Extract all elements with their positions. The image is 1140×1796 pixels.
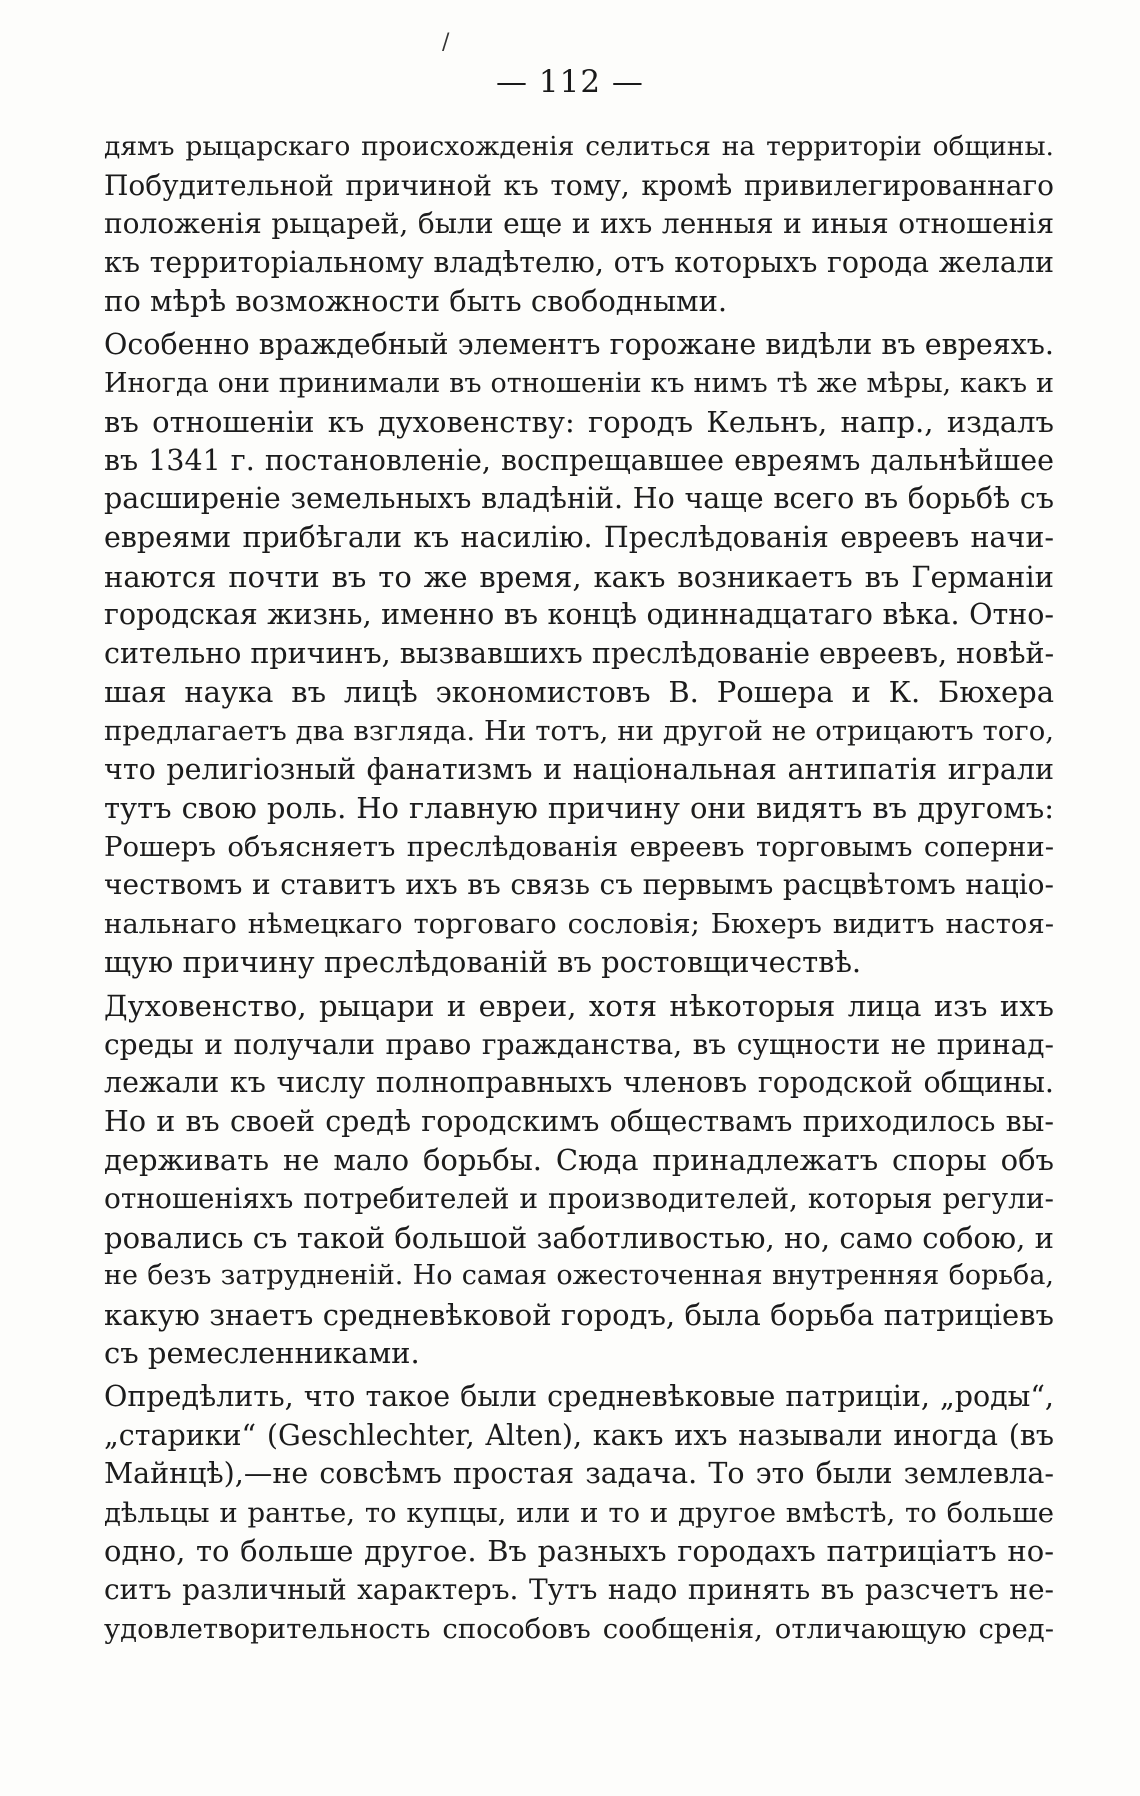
text-line: наются почти въ то же время, какъ возникаетъ въ Германіи (104, 559, 1054, 594)
text-line: съ ремесленниками. (104, 1336, 420, 1371)
text-line: въ отношеніи къ духовенству: городъ Кельнъ, напр., издалъ (104, 405, 1054, 440)
text-line: удовлетворительность способовъ сообщенія, отличающую сред- (104, 1612, 1054, 1645)
text-line: Духовенство, рыцари и евреи, хотя нѣкоторыя лица изъ ихъ (104, 989, 1054, 1024)
text-line: къ территоріальному владѣтелю, отъ которыхъ города желали (104, 245, 1054, 279)
text-line: Майнцѣ),—не совсѣмъ простая задача. То это были землевла- (104, 1457, 1054, 1491)
text-line: Но и въ своей средѣ городскимъ обществамъ приходилось вы- (104, 1104, 1054, 1138)
text-line: чествомъ и ставитъ ихъ въ связь съ первымъ расцвѣтомъ націо- (104, 868, 1054, 902)
text-line: лежали къ числу полноправныхъ членовъ городской общины. (104, 1066, 1054, 1100)
paragraph (104, 1378, 1054, 1648)
paragraph (104, 128, 1054, 321)
text-line: евреями прибѣгали къ насилію. Преслѣдованія евреевъ начи- (104, 520, 1054, 554)
text-line: дѣльцы и рантье, то купцы, или и то и другое вмѣстѣ, то больше (104, 1496, 1054, 1529)
paragraph (104, 326, 1054, 982)
text-line: Иногда они принимали въ отношеніи къ нимъ тѣ же мѣры, какъ и (104, 367, 1054, 399)
text-line: городская жизнь, именно въ концѣ одиннадцатаго вѣка. Отно- (104, 598, 1054, 632)
pencil-mark: / (442, 30, 450, 55)
text-line: ровались съ такой большой заботливостью, но, само собою, и (104, 1220, 1054, 1255)
text-line: дямъ рыцарскаго происхожденія селиться на территоріи общины. (104, 131, 1054, 162)
text-line: отношеніяхъ потребителей и производителей, которыя регули- (104, 1182, 1054, 1216)
body-text (104, 128, 1054, 1653)
text-line: Побудительной причиной къ тому, кромѣ привилегированнаго (104, 168, 1054, 202)
text-line: нальнаго нѣмецкаго торговаго сословія; Бюхеръ видитъ настоя- (104, 907, 1054, 940)
text-line: положенія рыцарей, были еще и ихъ ленныя и иныя отношенія (104, 207, 1054, 241)
text-line: тутъ свою роль. Но главную причину они видятъ въ другомъ: (104, 791, 1054, 826)
text-line: предлагаетъ два взгляда. Ни тотъ, ни другой не отрицаютъ того, (104, 714, 1054, 747)
text-line: какую знаетъ средневѣковой городъ, была борьба патриціевъ (104, 1297, 1054, 1332)
text-line: въ 1341 г. постановленіе, воспрещавшее евреямъ дальнѣйшее (104, 443, 1054, 477)
paragraph (104, 987, 1054, 1373)
text-line: Рошеръ объясняетъ преслѣдованія евреевъ торговымъ соперни- (104, 830, 1054, 863)
text-line: ситъ различный характеръ. Тутъ надо принять въ разсчетъ не- (104, 1572, 1054, 1606)
text-line: щую причину преслѣдованій въ ростовщичествѣ. (104, 945, 862, 980)
text-line: расширеніе земельныхъ владѣній. Но чаще всего въ борьбѣ съ (104, 482, 1054, 516)
text-line: сительно причинъ, вызвавшихъ преслѣдованіе евреевъ, новѣй- (104, 636, 1055, 670)
text-line: Особенно враждебный элементъ горожане видѣли въ евреяхъ. (104, 327, 1054, 361)
text-line: Опредѣлить, что такое были средневѣковые патриціи, „роды“, (104, 1380, 1054, 1413)
text-line: „старики“ (Geschlechter, Alten), какъ ихъ называли иногда (въ (104, 1418, 1054, 1452)
text-line: одно, то больше другое. Въ разныхъ городахъ патриціатъ но- (104, 1534, 1054, 1569)
text-line: шая наука въ лицѣ экономистовъ В. Рошера и К. Бюхера (104, 675, 1054, 710)
text-line: что религіозный фанатизмъ и національная антипатія играли (104, 752, 1054, 786)
page-number: — 112 — (496, 64, 644, 100)
text-line: среды и получали право гражданства, въ сущности не принад- (104, 1027, 1054, 1061)
text-line: не безъ затрудненій. Но самая ожесточенная внутренняя борьба, (104, 1260, 1054, 1292)
text-line: держивать не мало борьбы. Сюда принадлежатъ споры объ (104, 1143, 1054, 1178)
text-line: по мѣрѣ возможности быть свободными. (104, 284, 728, 319)
